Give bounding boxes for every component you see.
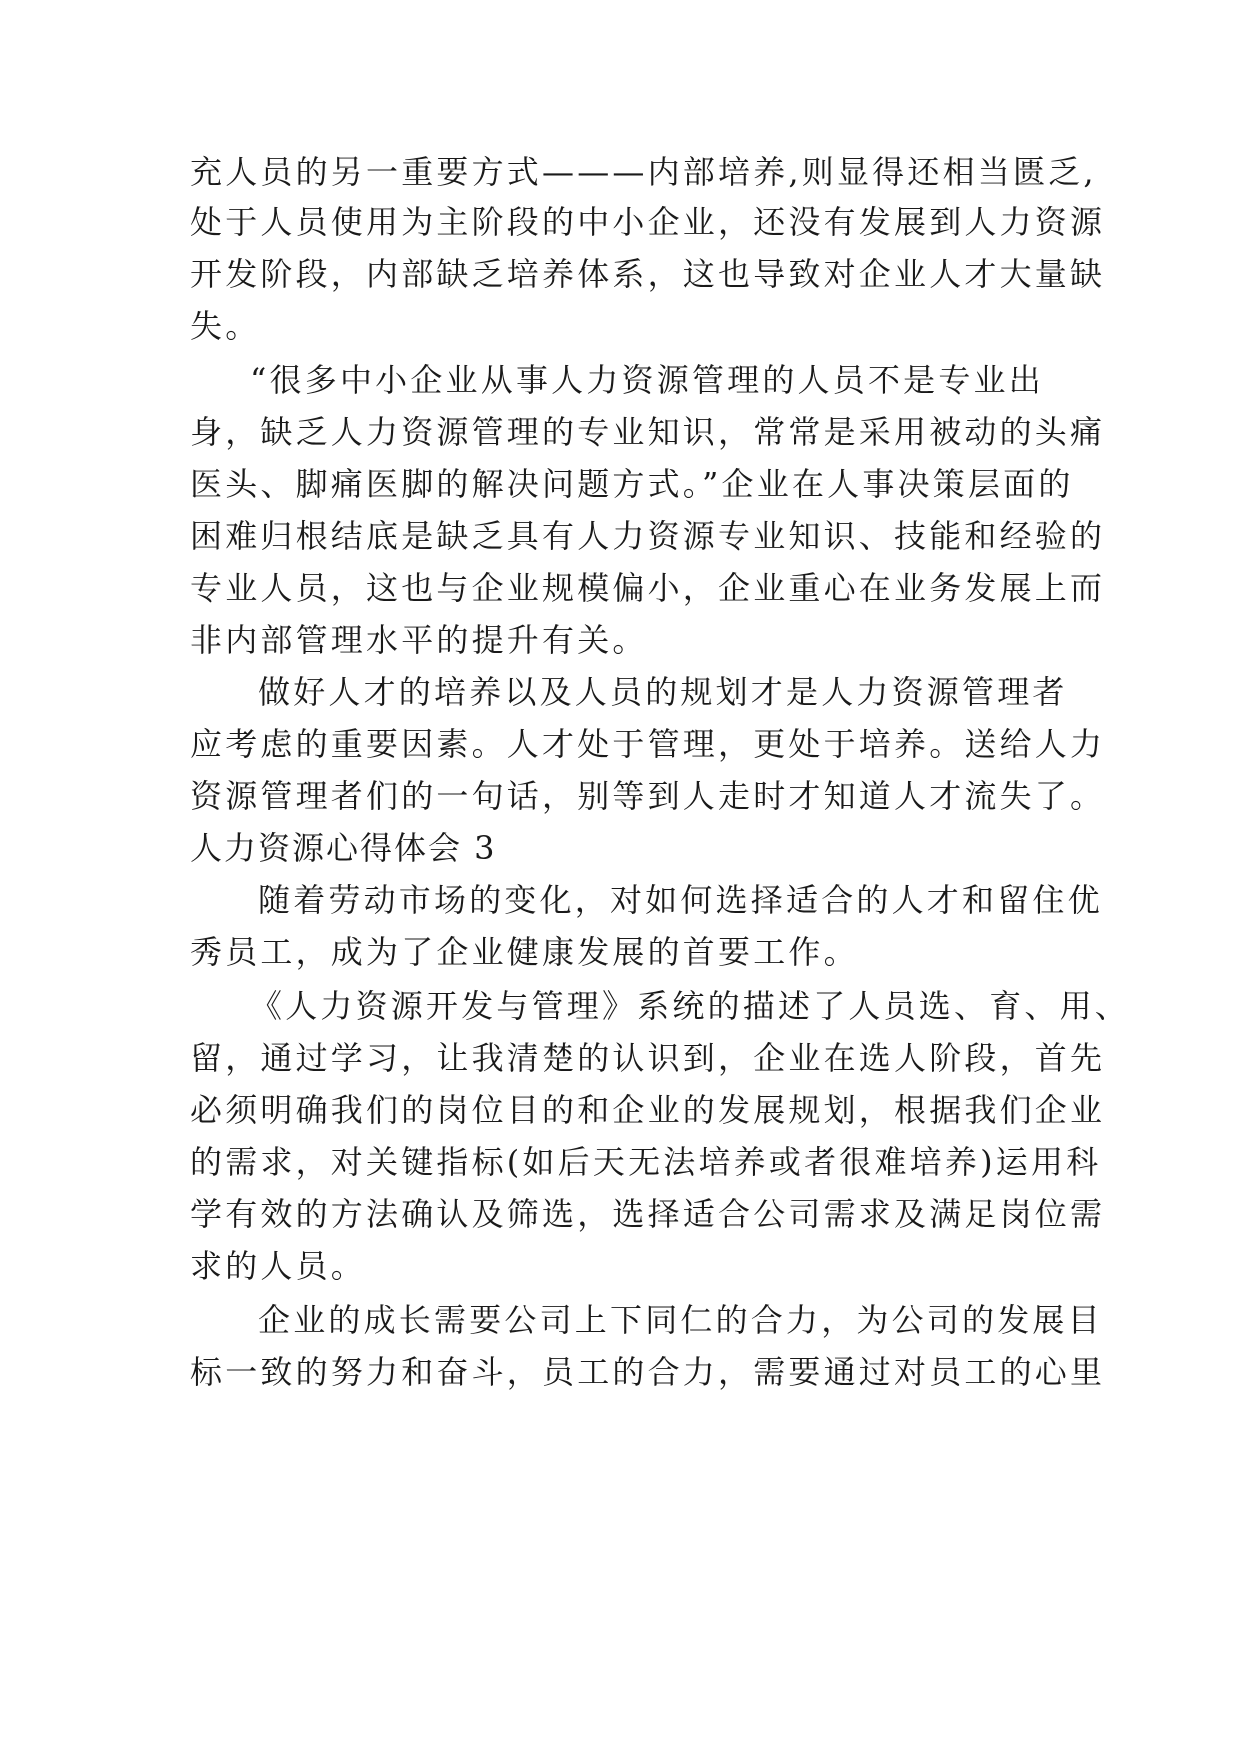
text-line: 身，缺乏人力资源管理的专业知识，常常是采用被动的头痛 [190, 413, 1106, 451]
text-line: 应考虑的重要因素。人才处于管理，更处于培养。送给人力 [190, 725, 1106, 763]
text-line: 医头、脚痛医脚的解决问题方式。”企业在人事决策层面的 [190, 465, 1074, 503]
text-line: 标一致的努力和奋斗，员工的合力，需要通过对员工的心里 [190, 1353, 1106, 1391]
text-line: 企业的成长需要公司上下同仁的合力，为公司的发展目 [258, 1301, 1103, 1339]
text-line: 非内部管理水平的提升有关。 [190, 621, 648, 659]
text-line: 失。 [190, 307, 261, 345]
text-line: 求的人员。 [190, 1247, 367, 1285]
section-heading: 人力资源心得体会 3 [190, 829, 497, 867]
text-line: 专业人员，这也与企业规模偏小，企业重心在业务发展上而 [190, 569, 1106, 607]
text-line: 困难归根结底是缺乏具有人力资源专业知识、技能和经验的 [190, 517, 1106, 555]
text-line: “很多中小企业从事人力资源管理的人员不是专业出 [250, 361, 1044, 399]
text-line: 随着劳动市场的变化，对如何选择适合的人才和留住优 [258, 881, 1103, 919]
text-line: 充人员的另一重要方式———内部培养,则显得还相当匮乏, [190, 153, 1097, 191]
text-line: 留，通过学习，让我清楚的认识到，企业在选人阶段，首先 [190, 1039, 1106, 1077]
text-line: 的需求，对关键指标(如后天无法培养或者很难培养)运用科 [190, 1143, 1102, 1181]
text-line: 秀员工，成为了企业健康发展的首要工作。 [190, 933, 859, 971]
text-line: 资源管理者们的一句话，别等到人走时才知道人才流失了。 [190, 777, 1106, 815]
text-line: 必须明确我们的岗位目的和企业的发展规划，根据我们企业 [190, 1091, 1106, 1129]
text-line: 《人力资源开发与管理》系统的描述了人员选、育、用、 [250, 987, 1131, 1025]
text-line: 处于人员使用为主阶段的中小企业，还没有发展到人力资源 [190, 203, 1106, 241]
text-line: 学有效的方法确认及筛选，选择适合公司需求及满足岗位需 [190, 1195, 1106, 1233]
text-line: 开发阶段，内部缺乏培养体系，这也导致对企业人才大量缺 [190, 255, 1106, 293]
text-line: 做好人才的培养以及人员的规划才是人力资源管理者 [258, 673, 1068, 711]
